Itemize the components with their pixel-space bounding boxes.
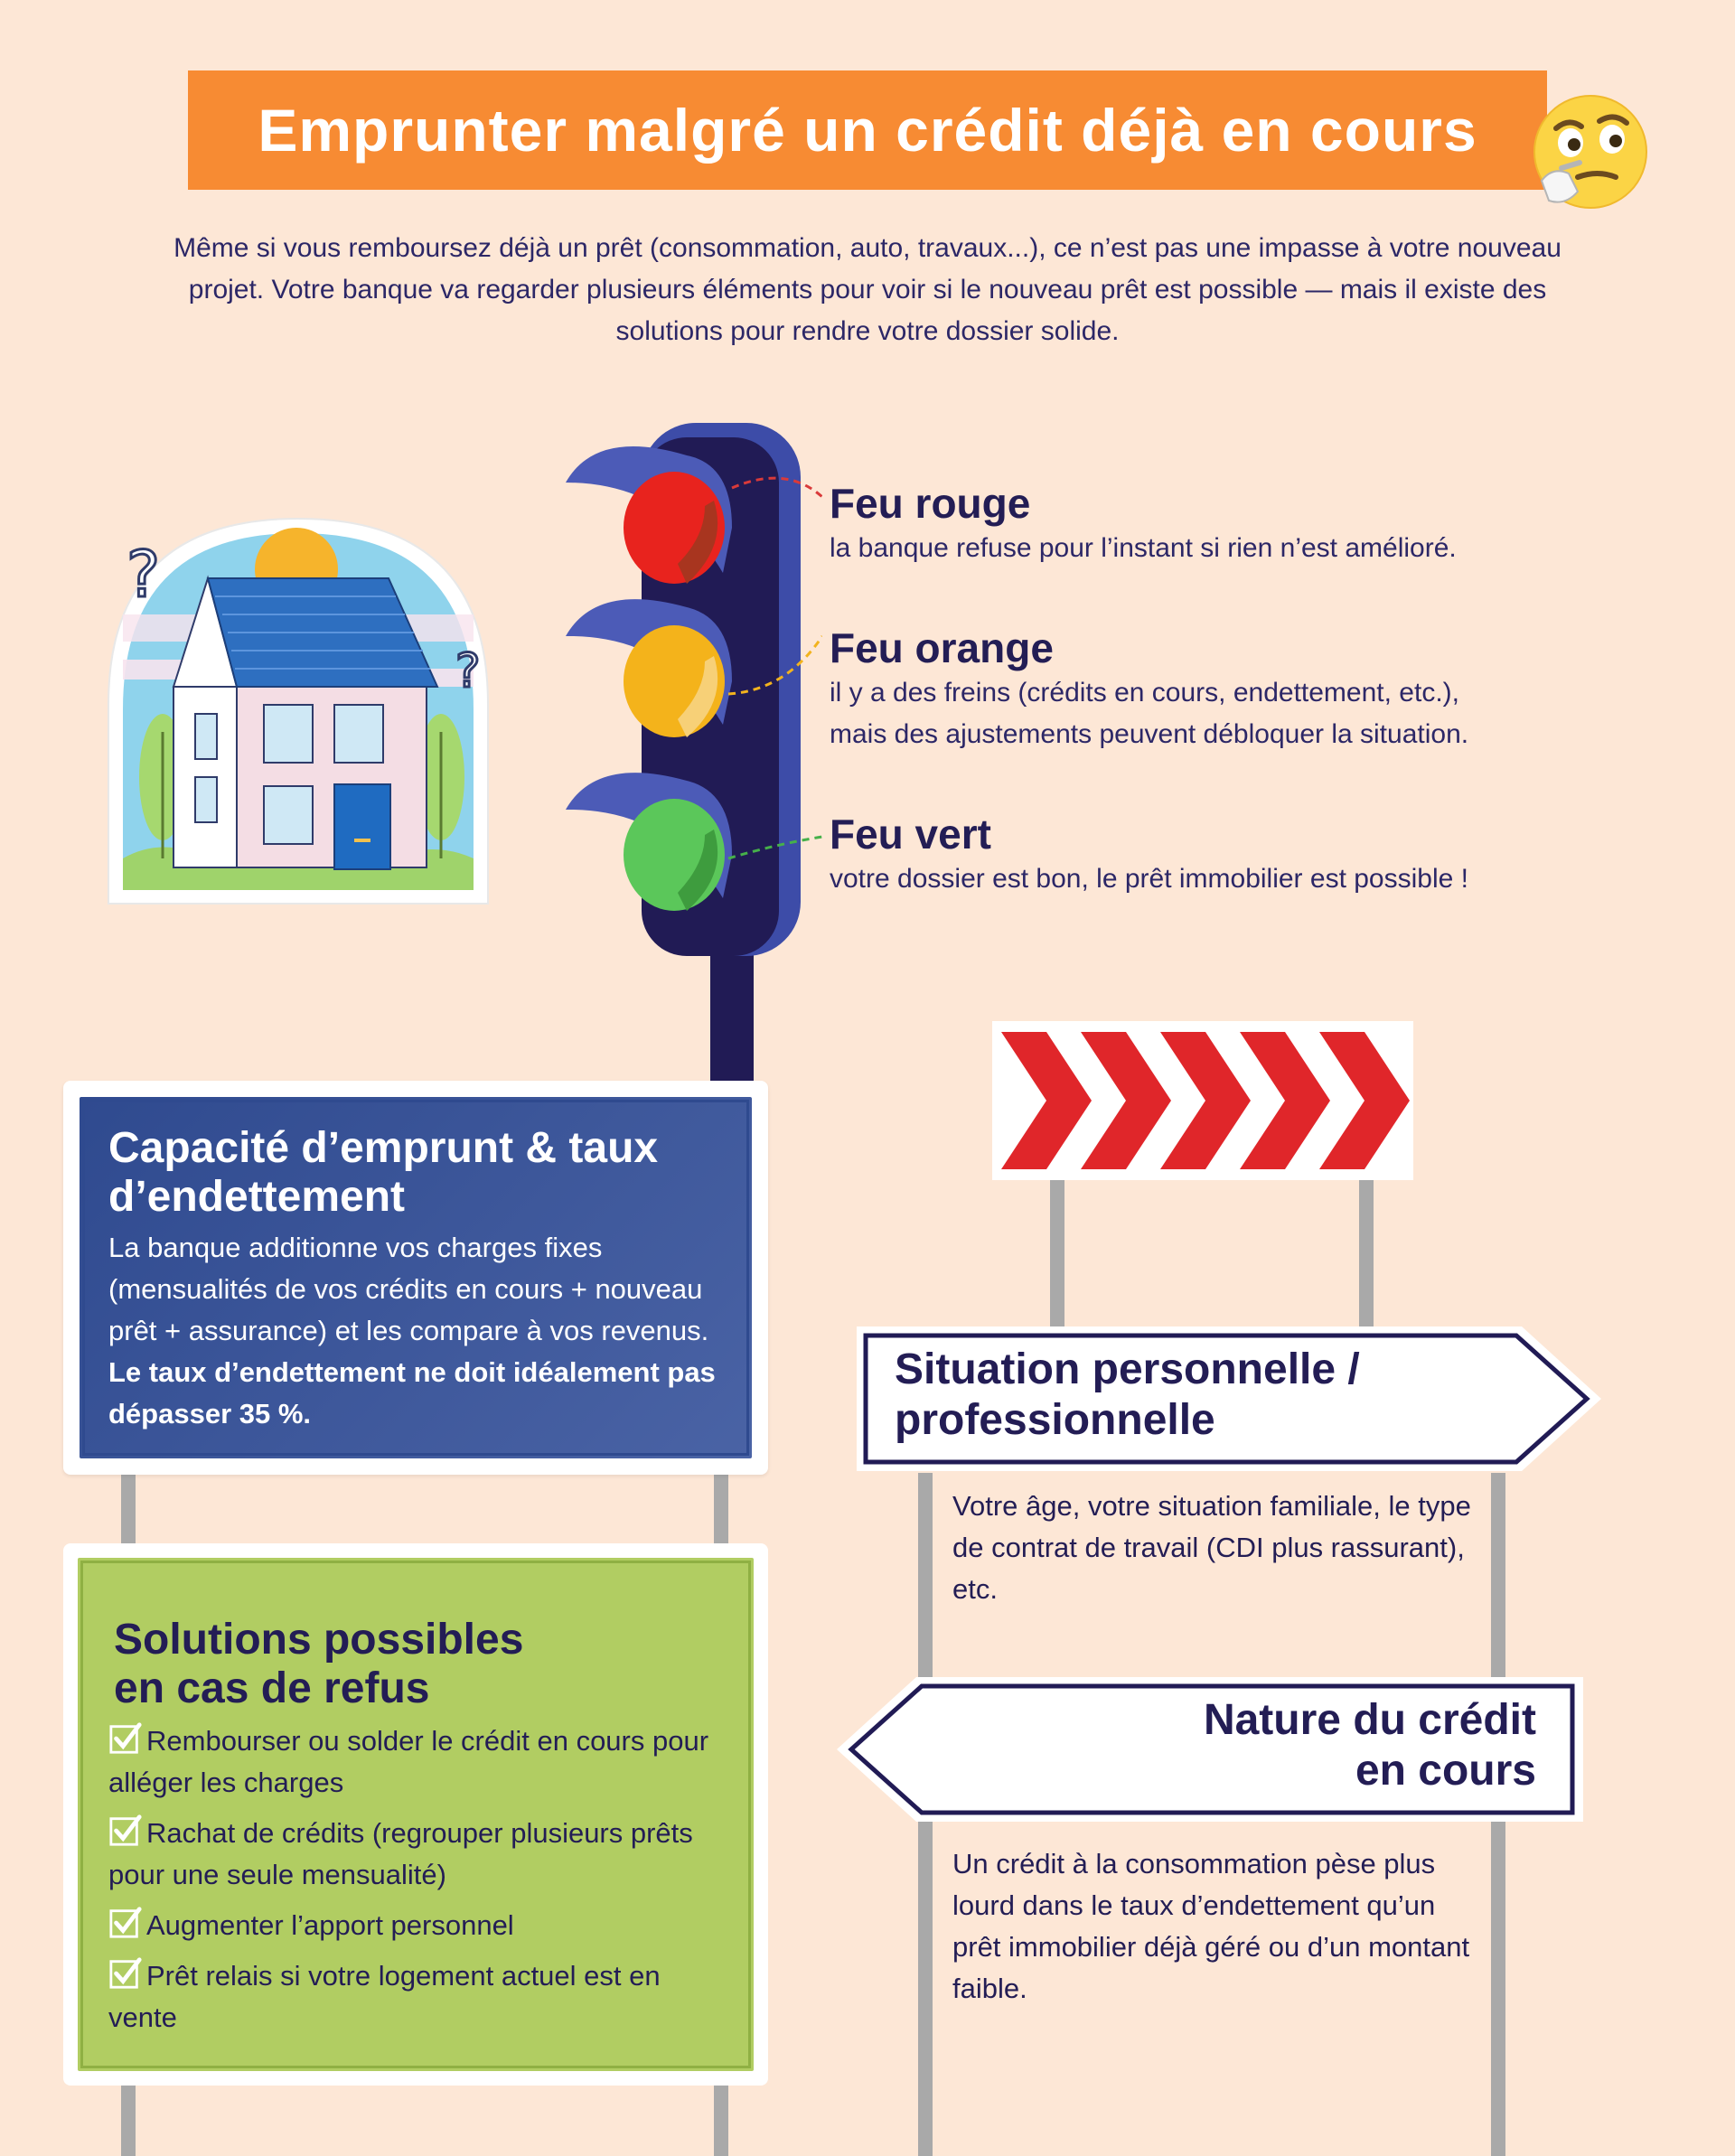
solutions-title-line1: Solutions possibles [114, 1616, 524, 1664]
house-illustration [72, 479, 515, 913]
solution-text: Rembourser ou solder le crédit en cours pour alléger les charges [108, 1725, 709, 1798]
sign-post [1359, 1175, 1374, 1328]
situation-title-line1: Situation personnelle / [895, 1345, 1360, 1393]
thinking-face-icon [1525, 90, 1652, 217]
list-item [108, 1813, 723, 1896]
traffic-light-graphic [560, 419, 822, 1088]
checkbox-checked-icon [108, 1956, 143, 1991]
situation-sign-title [895, 1345, 1527, 1446]
feu-vert-title: Feu vert [830, 811, 991, 858]
nature-sign-title [994, 1695, 1536, 1796]
feu-vert-block [830, 810, 1643, 900]
checkbox-checked-icon [108, 1721, 143, 1756]
solutions-list [108, 1720, 723, 2048]
chevron-warning-sign [992, 1021, 1413, 1180]
checkbox-checked-icon [108, 1814, 143, 1848]
situation-text: Votre âge, votre situation familiale, le type de contrat de travail (CDI plus rassurant), etc. [952, 1490, 1471, 1605]
solution-text: Augmenter l’apport personnel [146, 1909, 514, 1941]
page-title: Emprunter malgré un crédit déjà en cours [258, 97, 1477, 164]
nature-title-line1: Nature du crédit [1203, 1696, 1536, 1744]
sign-post [714, 2078, 728, 2156]
feu-vert-desc: votre dossier est bon, le prêt immobilier est possible ! [830, 864, 1468, 894]
capacity-sign-title: Capacité d’emprunt & taux d’endettement [108, 1124, 659, 1221]
feu-rouge-block [830, 479, 1643, 569]
solutions-sign [63, 1543, 768, 2086]
feu-orange-desc-line1: il y a des freins (crédits en cours, endettement, etc.), [830, 678, 1459, 708]
nature-title-line2: en cours [1355, 1747, 1536, 1795]
sign-post [121, 1473, 136, 1554]
feu-rouge-desc: la banque refuse pour l’instant si rien n’est amélioré. [830, 533, 1457, 563]
solution-text: Prêt relais si votre logement actuel est en vente [108, 1960, 661, 2033]
intro-paragraph: Même si vous remboursez déjà un prêt (consommation, auto, travaux...), ce n’est pas une impasse à votre nouveau projet. Votre banque va regarder plusieurs éléments pour voir si le nouveau prêt est possible — mais il existe des solutions pour rendre votre dossier solide. [174, 233, 1562, 346]
list-item [108, 1955, 723, 2039]
capacity-sign-body: La banque additionne vos charges fixes (mensualités de vos crédits en cours + nouveau prêt + assurance) et les compare à vos revenus. [108, 1232, 709, 1346]
solution-text: Rachat de crédits (regrouper plusieurs prêts pour une seule mensualité) [108, 1817, 693, 1890]
feu-orange-block [830, 623, 1643, 755]
solutions-title-line2: en cas de refus [114, 1664, 430, 1712]
situation-title-line2: professionnelle [895, 1396, 1215, 1444]
svg-text:?: ? [455, 644, 481, 698]
nature-text: Un crédit à la consommation pèse plus lourd dans le taux d’endettement qu’un prêt immobilier déjà géré ou d’un montant faible. [952, 1848, 1470, 2004]
sign-post [714, 1473, 728, 1554]
title-banner [188, 70, 1547, 190]
checkbox-checked-icon [108, 1906, 143, 1940]
solutions-sign-title [114, 1616, 692, 1713]
sign-post [121, 2078, 136, 2156]
sign-post [1050, 1175, 1064, 1328]
feu-orange-title: Feu orange [830, 624, 1054, 671]
feu-rouge-title: Feu rouge [830, 480, 1031, 527]
capacity-sign-bold: Le taux d’endettement ne doit idéalement pas dépasser 35 %. [108, 1356, 716, 1430]
capacity-sign-text [108, 1227, 741, 1435]
list-item [108, 1720, 723, 1804]
feu-orange-desc-line2: mais des ajustements peuvent débloquer la situation. [830, 719, 1469, 749]
traffic-light [560, 419, 822, 1088]
svg-text:?: ? [127, 538, 161, 612]
capacity-sign [63, 1081, 768, 1475]
list-item [108, 1905, 723, 1946]
